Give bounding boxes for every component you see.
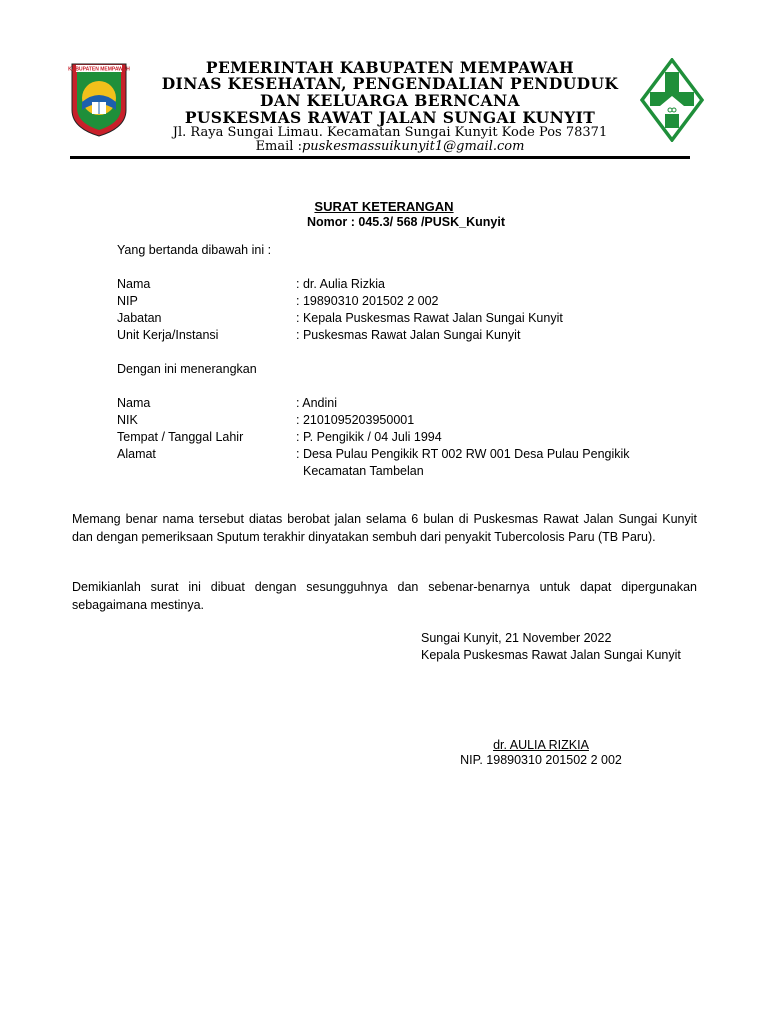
signer-value-position: : Kepala Puskesmas Rawat Jalan Sungai Kunyit xyxy=(296,311,563,325)
email-address: puskesmassuikunyit1@gmail.com xyxy=(301,139,525,154)
subject-value-address: : Desa Pulau Pengikik RT 002 RW 001 Desa Pulau Pengikik xyxy=(296,447,630,461)
closing-paragraph: Demikianlah surat ini dibuat dengan sesungguhnya dan sebenar-benarnya untuk dapat dipergunakan sebagaimana mestinya. xyxy=(72,580,697,612)
signer-label-name: Nama xyxy=(117,277,151,291)
subject-label-address: Alamat xyxy=(117,447,156,461)
letterhead-divider xyxy=(70,156,690,159)
letterhead-address: Jl. Raya Sungai Limau. Kecamatan Sungai Kunyit Kode Pos 78371 xyxy=(172,125,608,140)
declare-text: Dengan ini menerangkan xyxy=(117,362,257,376)
subject-value-birth: : P. Pengikik / 04 Juli 1994 xyxy=(296,430,442,444)
subject-value-name: : Andini xyxy=(296,396,338,410)
logo-text: KABUPATEN MEMPAWAH xyxy=(68,66,130,73)
subject-value-address-cont: Kecamatan Tambelan xyxy=(303,464,424,478)
signer-value-unit: : Puskesmas Rawat Jalan Sungai Kunyit xyxy=(296,328,521,342)
document-number: Nomor : 045.3/ 568 /PUSK_Kunyit xyxy=(307,215,505,229)
letterhead-line3: DAN KELUARGA BERNCANA xyxy=(260,91,520,110)
statement-paragraph: Memang benar nama tersebut diatas berobat jalan selama 6 bulan di Puskesmas Rawat Jalan Sungai Kunyit dan dengan pemeriksaan Sputum terakhir dinyatakan sembuh dari penyakit Tubercolosis Paru (TB Paru). xyxy=(72,512,697,544)
subject-label-nik: NIK xyxy=(117,413,138,427)
signer-value-nip: : 19890310 201502 2 002 xyxy=(296,294,439,308)
letterhead-line1: PEMERINTAH KABUPATEN MEMPAWAH xyxy=(205,58,575,77)
signature-nip: NIP. 19890310 201502 2 002 xyxy=(460,753,622,767)
subject-label-birth: Tempat / Tanggal Lahir xyxy=(117,430,244,444)
signature-name: dr. AULIA RIZKIA xyxy=(493,738,589,752)
intro-text: Yang bertanda dibawah ini : xyxy=(117,243,272,257)
letterhead-line4: PUSKESMAS RAWAT JALAN SUNGAI KUNYIT xyxy=(184,108,596,127)
letterhead-email-line xyxy=(130,139,650,154)
signer-label-unit: Unit Kerja/Instansi xyxy=(117,328,219,342)
signer-label-position: Jabatan xyxy=(117,311,162,325)
signer-value-name: : dr. Aulia Rizkia xyxy=(296,277,385,291)
email-label: Email : xyxy=(255,139,302,154)
kabupaten-mempawah-logo xyxy=(68,58,130,138)
signer-label-nip: NIP xyxy=(117,294,138,308)
document-title: SURAT KETERANGAN xyxy=(314,199,454,214)
signer-position: Kepala Puskesmas Rawat Jalan Sungai Kunyit xyxy=(421,648,681,662)
subject-label-name: Nama xyxy=(117,396,151,410)
place-date: Sungai Kunyit, 21 November 2022 xyxy=(421,631,612,645)
subject-value-nik: : 2101095203950001 xyxy=(296,413,415,427)
letterhead-line2: DINAS KESEHATAN, PENGENDALIAN PENDUDUK xyxy=(161,74,619,93)
